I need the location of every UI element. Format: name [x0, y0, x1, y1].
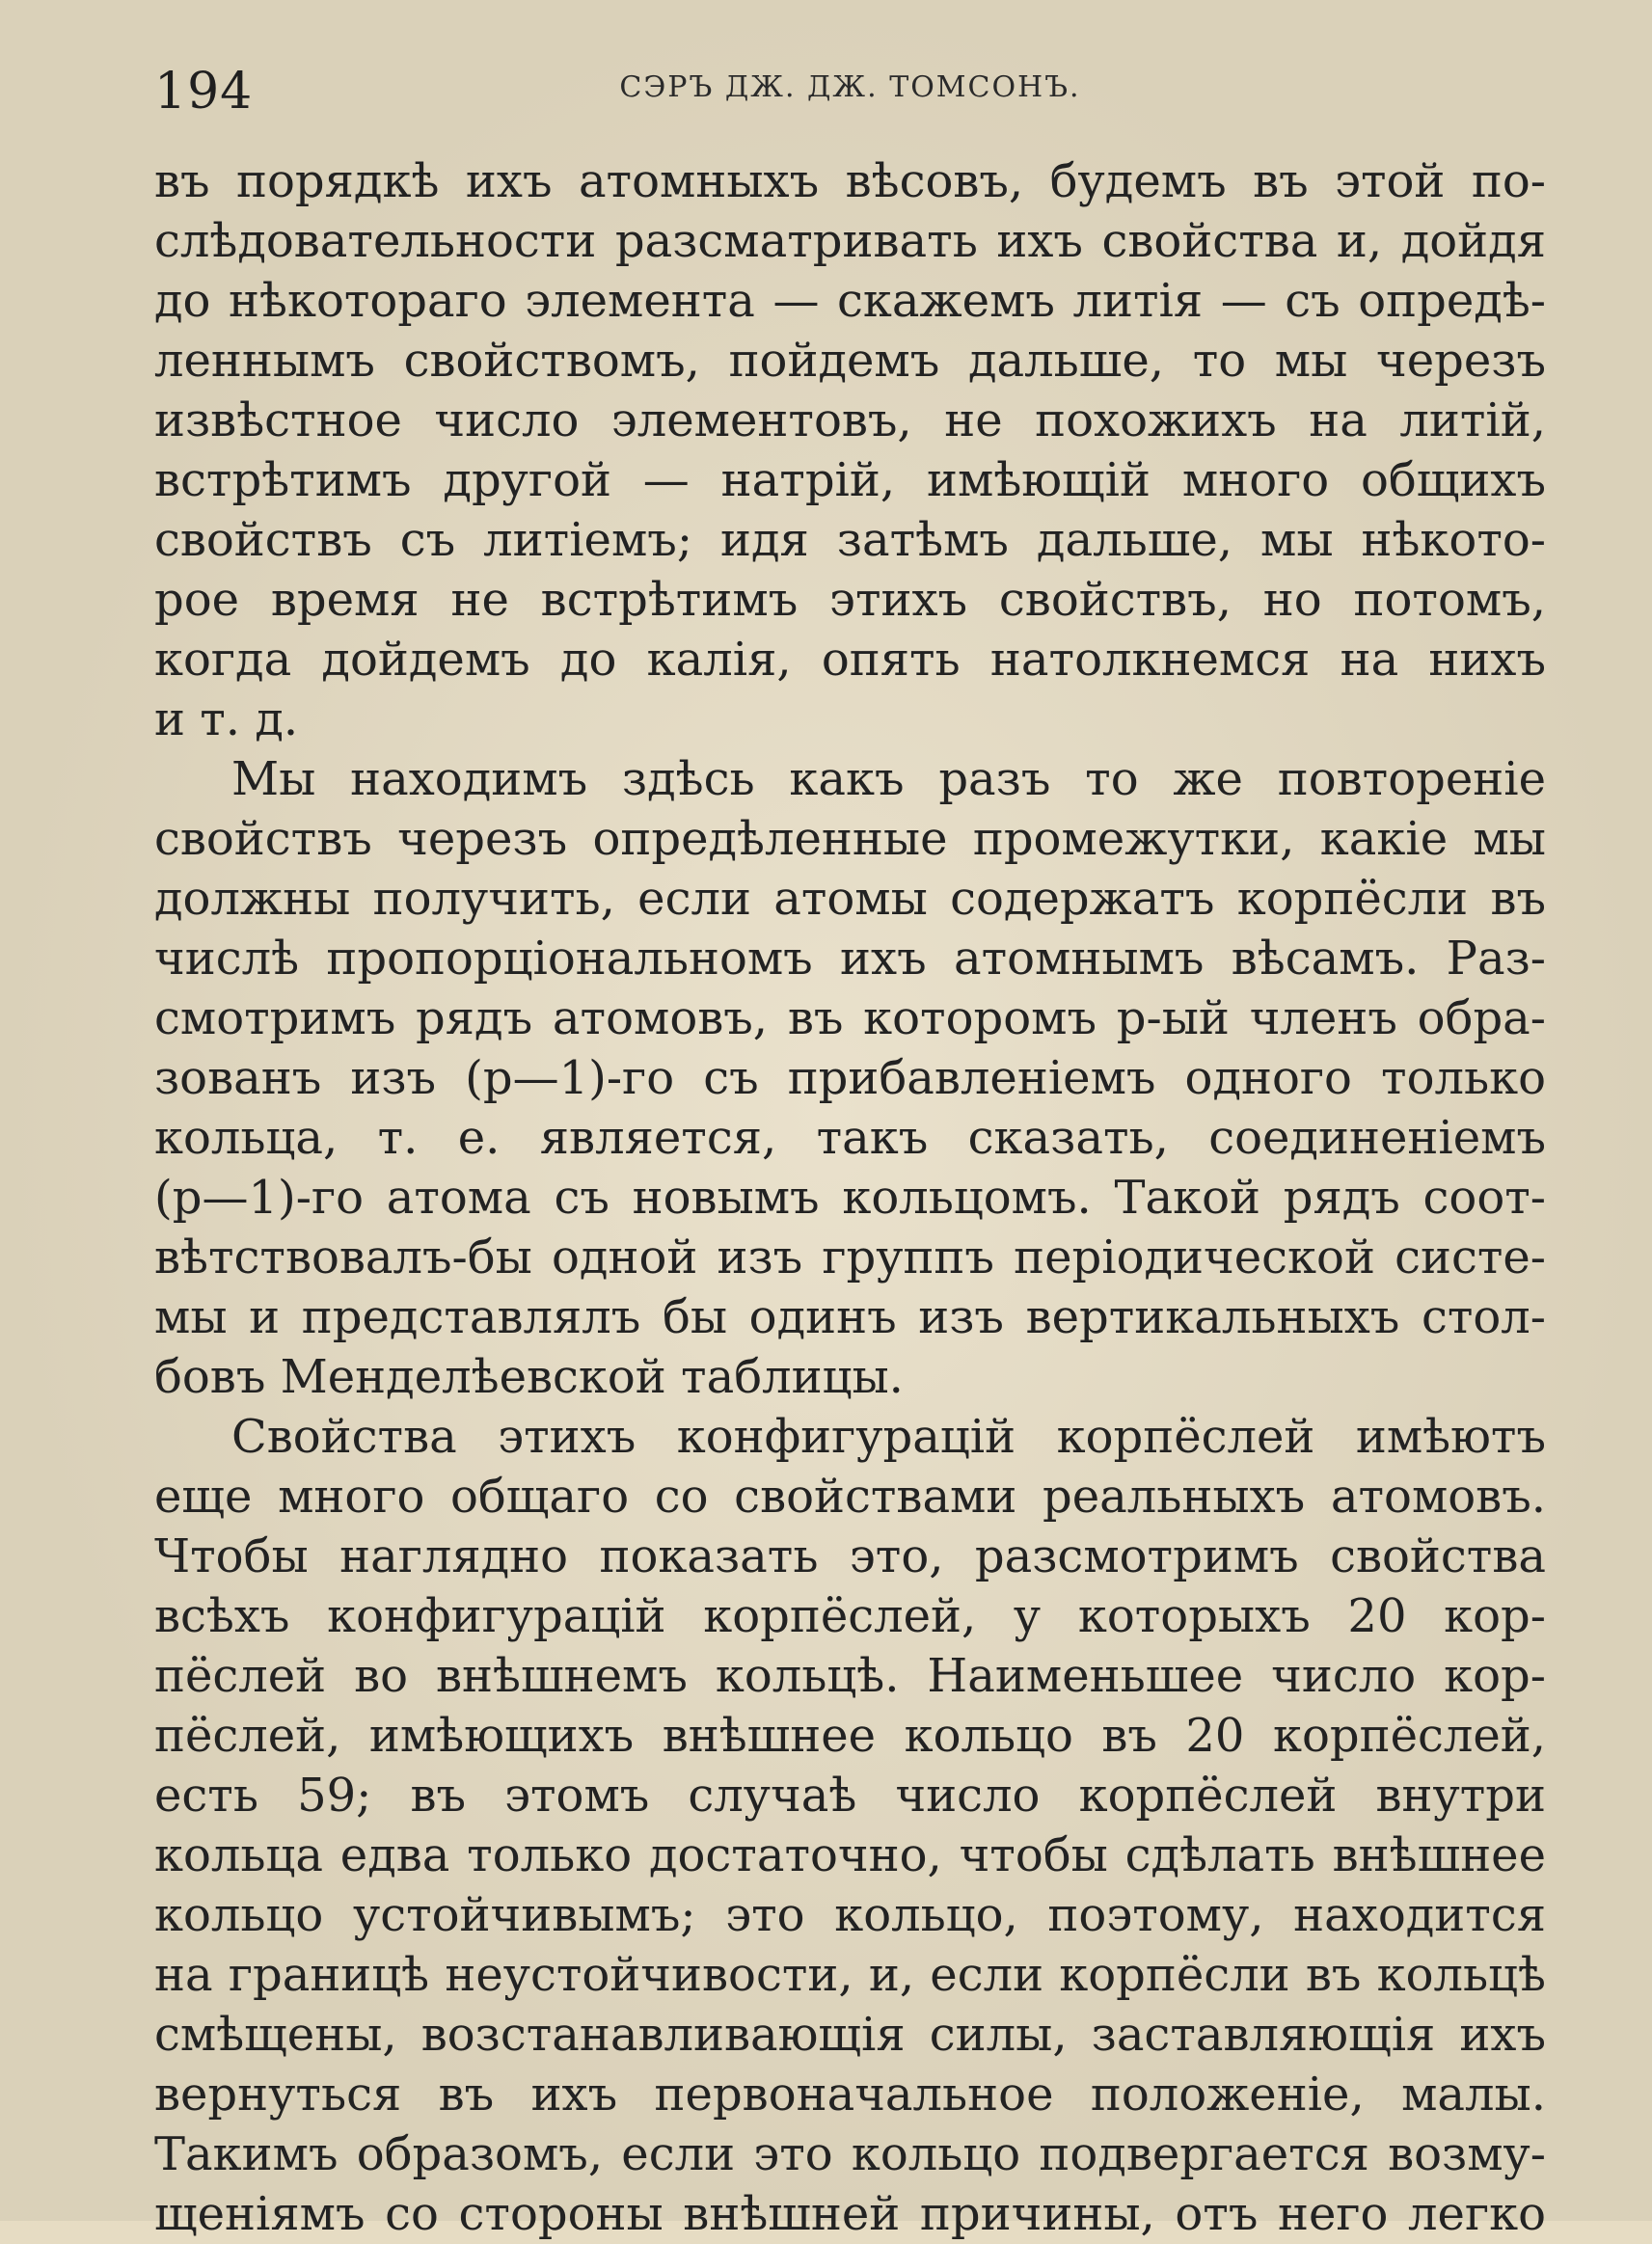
text-line: кольца едва только достаточно, чтобы сдѣлать внѣшнее [154, 1828, 1546, 1882]
text-line: Чтобы наглядно показать это, разсмотримъ свойства [154, 1529, 1546, 1583]
text-line: щеніямъ со стороны внѣшней причины, отъ него легко [154, 2187, 1546, 2241]
text-line: должны получить, если атомы содержатъ корпёсли въ [154, 872, 1546, 926]
text-line: числѣ пропорціональномъ ихъ атомнымъ вѣсамъ. Раз- [154, 932, 1546, 986]
text-line: пёслей, имѣющихъ внѣшнее кольцо въ 20 корпёслей, [154, 1709, 1546, 1763]
text-line: рое время не встрѣтимъ этихъ свойствъ, но потомъ, [154, 573, 1546, 627]
text-line: Такимъ образомъ, если это кольцо подвергается возму- [154, 2127, 1546, 2181]
text-line: есть 59; въ этомъ случаѣ число корпёслей внутри [154, 1769, 1546, 1823]
body-text [154, 151, 1546, 2244]
text-line: Мы находимъ здѣсь какъ разъ то же повтореніе [231, 752, 1546, 806]
text-line: встрѣтимъ другой — натрій, имѣющій много общихъ [154, 453, 1546, 507]
text-line: свойствъ съ литіемъ; идя затѣмъ дальше, мы нѣкото- [154, 513, 1546, 567]
text-line: въ порядкѣ ихъ атомныхъ вѣсовъ, будемъ въ этой по- [154, 154, 1546, 208]
page-header [154, 53, 1546, 130]
page-number: 194 [154, 63, 254, 121]
text-line: мы и представлялъ бы одинъ изъ вертикальныхъ стол- [154, 1290, 1546, 1344]
text-line: вѣтствовалъ-бы одной изъ группъ періодической систе- [154, 1230, 1546, 1284]
text-line: слѣдовательности разсматривать ихъ свойства и, дойдя [154, 214, 1546, 268]
text-line: вернуться въ ихъ первоначальное положеніе, малы. [154, 2068, 1546, 2122]
text-line: извѣстное число элементовъ, не похожихъ на литій, [154, 393, 1546, 447]
paragraph-3 [154, 1407, 1546, 2244]
text-line: смѣщены, возстанавливающія силы, заставляющія ихъ [154, 2008, 1546, 2062]
text-line: до нѣкотораго элемента — скажемъ литія — съ опредѣ- [154, 274, 1546, 328]
text-line: когда дойдемъ до калія, опять натолкнемся на нихъ [154, 633, 1546, 687]
text-line: зованъ изъ (p—1)-го съ прибавленіемъ одного только [154, 1051, 1546, 1105]
text-line: смотримъ рядъ атомовъ, въ которомъ p-ый членъ обра- [154, 991, 1546, 1045]
text-line: бовъ Менделѣевской таблицы. [154, 1350, 904, 1404]
text-line: пёслей во внѣшнемъ кольцѣ. Наименьшее число кор- [154, 1649, 1546, 1703]
paragraph-2 [154, 749, 1546, 1407]
running-title: СЭРЪ ДЖ. ДЖ. ТОМСОНЪ. [619, 70, 1081, 104]
text-line: и т. д. [154, 692, 299, 746]
text-line: на границѣ неустойчивости, и, если корпёсли въ кольцѣ [154, 1948, 1546, 2002]
paragraph-1 [154, 151, 1546, 749]
text-line: кольцо устойчивымъ; это кольцо, поэтому, находится [154, 1888, 1546, 1942]
text-line: еще много общаго со свойствами реальныхъ атомовъ. [154, 1470, 1546, 1524]
text-line: свойствъ черезъ опредѣленные промежутки, какіе мы [154, 812, 1546, 866]
text-line: всѣхъ конфигурацій корпёслей, у которыхъ 20 кор- [154, 1589, 1546, 1643]
text-line: кольца, т. е. является, такъ сказать, соединеніемъ [154, 1111, 1546, 1165]
text-line: Свойства этихъ конфигурацій корпёслей имѣютъ [231, 1410, 1546, 1464]
text-line: леннымъ свойствомъ, пойдемъ дальше, то мы черезъ [154, 334, 1546, 388]
text-line: (p—1)-го атома съ новымъ кольцомъ. Такой рядъ соот- [154, 1171, 1546, 1225]
